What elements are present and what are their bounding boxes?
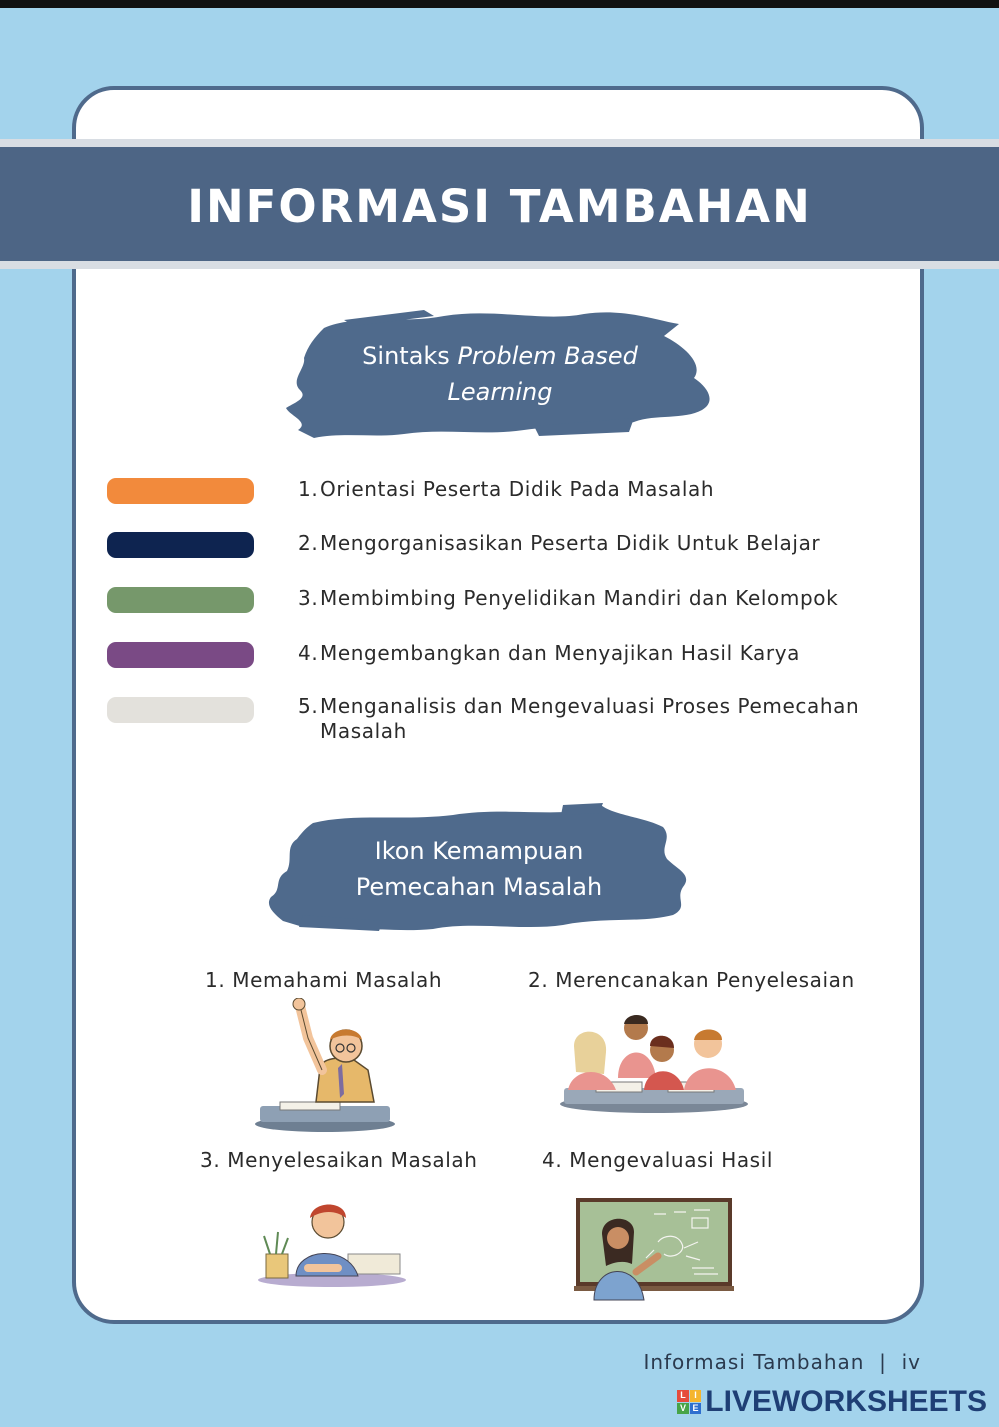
step-text: Mengorganisasikan Peserta Didik Untuk Belajar <box>320 531 821 555</box>
ikon-3-label: 3. Menyelesaikan Masalah <box>200 1148 478 1172</box>
step-2 <box>298 531 888 556</box>
step-text: Membimbing Penyelidikan Mandiri dan Kelompok <box>320 586 839 610</box>
liveworksheets-watermark <box>677 1385 987 1419</box>
page-title: INFORMASI TAMBAHAN <box>187 179 812 233</box>
step-3 <box>298 586 888 611</box>
ikon-2-label: 2. Merencanakan Penyelesaian <box>528 968 855 992</box>
step-number: 5. <box>298 694 319 718</box>
sintaks-heading <box>284 306 716 444</box>
sintaks-title-italic: Problem Based <box>457 342 638 370</box>
title-banner <box>0 147 999 261</box>
step-4 <box>298 641 888 666</box>
sintaks-title-plain: Sintaks <box>362 342 458 370</box>
footer-page-label: Informasi Tambahan | iv <box>643 1350 921 1374</box>
step-4-color-swatch <box>107 642 254 668</box>
student-writing-illustration <box>252 1196 408 1288</box>
teacher-at-chalkboard-illustration <box>574 1194 734 1302</box>
banner-bottom-stripe <box>0 261 999 269</box>
students-group-discussion-illustration <box>556 1012 752 1114</box>
step-1 <box>298 477 888 502</box>
ikon-title-line2: Pemecahan Masalah <box>355 873 603 901</box>
step-5-color-swatch <box>107 697 254 723</box>
step-number: 2. <box>298 531 319 555</box>
ikon-heading <box>263 803 695 935</box>
step-1-color-swatch <box>107 478 254 504</box>
liveworksheets-logo-icon: L I V E <box>677 1390 701 1414</box>
ikon-4-label: 4. Mengevaluasi Hasil <box>542 1148 774 1172</box>
ikon-title-line1: Ikon Kemampuan <box>374 837 584 865</box>
step-3-color-swatch <box>107 587 254 613</box>
student-raising-hand-illustration <box>250 998 400 1134</box>
step-number: 3. <box>298 586 319 610</box>
step-2-color-swatch <box>107 532 254 558</box>
step-number: 4. <box>298 641 319 665</box>
step-text: Menganalisis dan Mengevaluasi Proses Pemecahan <box>320 694 860 718</box>
step-number: 1. <box>298 477 319 501</box>
step-5 <box>298 694 888 744</box>
ikon-1-label: 1. Memahami Masalah <box>205 968 443 992</box>
top-border <box>0 0 999 8</box>
sintaks-title-italic-2: Learning <box>447 378 553 406</box>
step-text: Mengembangkan dan Menyajikan Hasil Karya <box>320 641 801 665</box>
step-text-continued: Masalah <box>320 719 407 743</box>
banner-top-stripe <box>0 139 999 147</box>
liveworksheets-wordmark: LIVEWORKSHEETS <box>705 1385 987 1418</box>
step-text: Orientasi Peserta Didik Pada Masalah <box>320 477 715 501</box>
